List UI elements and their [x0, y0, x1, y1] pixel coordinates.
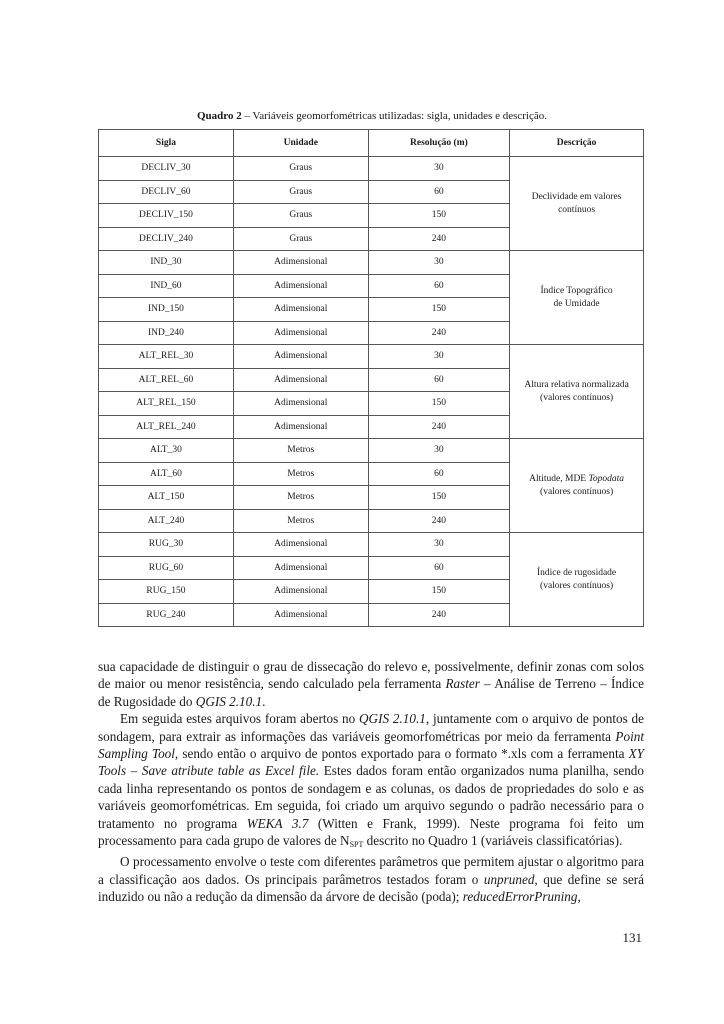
cell-descricao — [510, 533, 644, 627]
desc-line: de Umidade — [553, 298, 600, 309]
text-run: , — [577, 889, 581, 905]
cell-unidade: Graus — [233, 180, 368, 204]
desc-line: contínuos — [558, 204, 596, 215]
cell-sigla: RUG_30 — [99, 533, 234, 557]
cell-unidade: Adimensional — [233, 251, 368, 275]
desc-line: Declividade em valores — [531, 191, 622, 202]
cell-unidade: Metros — [233, 439, 368, 463]
cell-resolucao: 60 — [368, 274, 510, 298]
cell-unidade: Adimensional — [233, 556, 368, 580]
cell-sigla: IND_30 — [99, 251, 234, 275]
desc-line: (valores contínuos) — [540, 580, 614, 591]
desc-italic: Topodata — [588, 473, 625, 484]
subscript-run: SPT — [349, 840, 364, 850]
text-run: Em seguida estes arquivos foram abertos no — [120, 711, 360, 727]
cell-resolucao: 150 — [368, 204, 510, 228]
cell-resolucao: 240 — [368, 509, 510, 533]
table-body — [99, 157, 644, 627]
cell-unidade: Graus — [233, 157, 368, 181]
cell-resolucao: 240 — [368, 321, 510, 345]
cell-resolucao: 60 — [368, 180, 510, 204]
desc-line: Altitude, MDE — [529, 473, 589, 484]
variables-table — [98, 129, 644, 627]
caption-label: Quadro 2 — [197, 110, 242, 122]
paragraph-3 — [98, 853, 644, 905]
italic-run: WEKA 3.7 — [246, 815, 309, 831]
cell-unidade: Adimensional — [233, 392, 368, 416]
cell-resolucao: 30 — [368, 345, 510, 369]
cell-resolucao: 150 — [368, 298, 510, 322]
cell-descricao — [510, 439, 644, 533]
italic-run: Raster — [445, 676, 480, 692]
header-resolucao: Resolução (m) — [368, 130, 510, 157]
desc-line: (valores contínuos) — [540, 486, 614, 497]
text-run: , juntamente com o arquivo de pontos de sondagem, para extrair as informações das variáveis geomorfométricas por meio da ferramenta — [98, 711, 644, 744]
cell-sigla: DECLIV_150 — [99, 204, 234, 228]
cell-sigla: RUG_60 — [99, 556, 234, 580]
cell-unidade: Graus — [233, 227, 368, 251]
text-run: O processamento envolve o teste com diferentes parâmetros que permitem ajustar o algoritmo para a classificação aos dados. Os principais parâmetros testados foram o — [98, 854, 644, 887]
page-number: 131 — [622, 930, 642, 945]
italic-run: QGIS 2.10.1 — [195, 693, 263, 709]
cell-resolucao: 30 — [368, 439, 510, 463]
cell-sigla: DECLIV_30 — [99, 157, 234, 181]
cell-unidade: Adimensional — [233, 368, 368, 392]
italic-run: XY Tools – Save atribute table as Excel file. — [98, 746, 644, 779]
desc-line: (valores contínuos) — [540, 392, 614, 403]
cell-unidade: Adimensional — [233, 345, 368, 369]
cell-unidade: Adimensional — [233, 533, 368, 557]
cell-sigla: ALT_240 — [99, 509, 234, 533]
cell-unidade: Metros — [233, 486, 368, 510]
header-unidade: Unidade — [233, 130, 368, 157]
cell-unidade: Adimensional — [233, 580, 368, 604]
table-row — [99, 439, 644, 463]
cell-resolucao: 240 — [368, 227, 510, 251]
text-run: – Análise de Terreno – Índice de Rugosidade do — [98, 676, 644, 709]
cell-sigla: DECLIV_240 — [99, 227, 234, 251]
text-run: descrito no Quadro 1 (variáveis classificatórias). — [363, 833, 623, 849]
cell-sigla: RUG_150 — [99, 580, 234, 604]
cell-resolucao: 240 — [368, 603, 510, 627]
cell-resolucao: 150 — [368, 580, 510, 604]
cell-unidade: Adimensional — [233, 274, 368, 298]
italic-run: QGIS 2.10.1 — [359, 711, 426, 727]
table-row — [99, 251, 644, 275]
table-row — [99, 533, 644, 557]
text-run: sua capacidade de distinguir o grau de dissecação do relevo e, possivelmente, definir zonas com solos de maior ou menor resistência, sendo calculado pela ferramenta — [98, 659, 644, 692]
cell-resolucao: 60 — [368, 462, 510, 486]
table-header-row — [99, 130, 644, 157]
text-run: , que define se será induzido ou não a redução da dimensão da árvore de decisão (poda); — [98, 871, 644, 905]
header-descricao: Descrição — [510, 130, 644, 157]
cell-unidade: Adimensional — [233, 321, 368, 345]
cell-sigla: DECLIV_60 — [99, 180, 234, 204]
cell-unidade: Adimensional — [233, 298, 368, 322]
cell-resolucao: 30 — [368, 533, 510, 557]
cell-sigla: ALT_REL_60 — [99, 368, 234, 392]
table-caption — [98, 110, 646, 122]
header-sigla: Sigla — [99, 130, 234, 157]
italic-run: reducedErrorPruning — [462, 889, 578, 905]
text-run: Estes dados foram então organizados numa planilha, sendo cada linha representando os pontos de sondagem e as colunas, os dados de propriedades do solo e as variáveis geomorfométricas. Em seguida, foi criado um arquivo segundo o padrão necessário para o tratamento no programa — [98, 763, 644, 831]
text-run: , sendo então o arquivo de pontos exportado para o formato *.xls com a ferramenta — [174, 746, 629, 762]
cell-sigla: RUG_240 — [99, 603, 234, 627]
cell-unidade: Graus — [233, 204, 368, 228]
cell-resolucao: 60 — [368, 368, 510, 392]
cell-resolucao: 60 — [368, 556, 510, 580]
cell-unidade: Metros — [233, 509, 368, 533]
cell-unidade: Metros — [233, 462, 368, 486]
table-row — [99, 345, 644, 369]
cell-sigla: IND_150 — [99, 298, 234, 322]
cell-sigla: ALT_REL_30 — [99, 345, 234, 369]
cell-sigla: ALT_150 — [99, 486, 234, 510]
cell-sigla: IND_60 — [99, 274, 234, 298]
cell-resolucao: 30 — [368, 251, 510, 275]
desc-line: Altura relativa normalizada — [524, 379, 629, 390]
desc-line: Índice Topográfico — [540, 285, 613, 296]
body-text — [98, 658, 644, 906]
cell-sigla: ALT_REL_150 — [99, 392, 234, 416]
cell-resolucao: 150 — [368, 486, 510, 510]
desc-line: Índice de rugosidade — [537, 567, 617, 578]
caption-text: – Variáveis geomorfométricas utilizadas: sigla, unidades e descrição. — [241, 110, 547, 122]
italic-run: Point Sampling Tool — [98, 728, 644, 762]
paragraph-1 — [98, 658, 644, 710]
cell-descricao — [510, 157, 644, 251]
cell-sigla: ALT_30 — [99, 439, 234, 463]
italic-run: unpruned — [483, 871, 535, 887]
cell-sigla: ALT_60 — [99, 462, 234, 486]
paragraph-2 — [98, 710, 644, 853]
cell-descricao — [510, 251, 644, 345]
cell-sigla: IND_240 — [99, 321, 234, 345]
cell-resolucao: 150 — [368, 392, 510, 416]
text-run: (Witten e Frank, 1999). Neste programa foi feito um processamento para cada grupo de valores de N — [98, 815, 645, 849]
cell-sigla: ALT_REL_240 — [99, 415, 234, 439]
cell-unidade: Adimensional — [233, 603, 368, 627]
cell-resolucao: 30 — [368, 157, 510, 181]
cell-descricao — [510, 345, 644, 439]
text-run: . — [262, 693, 266, 709]
cell-resolucao: 240 — [368, 415, 510, 439]
cell-unidade: Adimensional — [233, 415, 368, 439]
table-row — [99, 157, 644, 181]
